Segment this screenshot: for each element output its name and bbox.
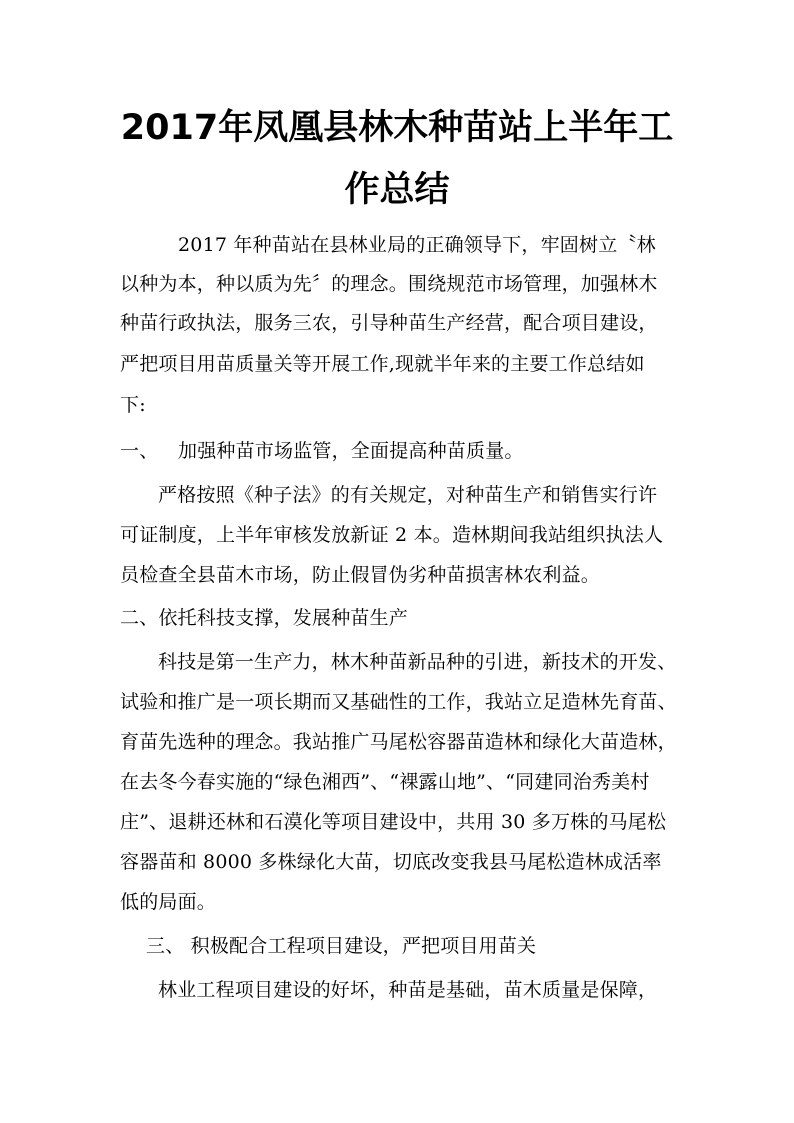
section-1-heading xyxy=(120,438,524,464)
section-2-line-7: 低的局面。 xyxy=(120,891,217,913)
section-1-line-3: 员检查全县苗木市场，防止假冒伪劣种苗损害林农利益。 xyxy=(120,564,601,586)
intro-line-1: 2017 年种苗站在县林业局的正确领导下，牢固树立〝林 xyxy=(178,234,656,256)
section-2-line-6: 容器苗和 8000 多株绿化大苗，切底改变我县马尾松造林成活率 xyxy=(120,851,662,873)
section-2-line-3: 育苗先选种的理念。我站推广马尾松容器苗造林和绿化大苗造林， xyxy=(120,731,677,753)
section-2-line-4: 在去冬今春实施的“绿色湘西”、“裸露山地”、“同建同治秀美村 xyxy=(120,771,650,793)
section-3-line-1: 林业工程项目建设的好坏，种苗是基础，苗木质量是保障， xyxy=(158,979,658,1001)
intro-line-2: 以种为本，种以质为先〞的理念。围绕规范市场管理，加强林木 xyxy=(120,273,658,295)
section-1-heading-text: 加强种苗市场监管，全面提高种苗质量。 xyxy=(178,440,524,462)
section-3-heading: 三、 积极配合工程项目建设，严把项目用苗关 xyxy=(146,935,537,957)
section-2-line-5: 庄”、退耕还林和石漠化等项目建设中，共用 30 多万株的马尾松 xyxy=(120,811,667,833)
intro-line-4: 严把项目用苗质量关等开展工作,现就半年来的主要工作总结如 xyxy=(120,353,645,375)
section-1-number: 一、 xyxy=(120,440,159,462)
section-1-line-2: 可证制度，上半年审核发放新证 2 本。造林期间我站组织执法人 xyxy=(120,524,664,546)
section-2-heading: 二、依托科技支撑，发展种苗生产 xyxy=(120,607,409,629)
document-title-line-2: 作总结 xyxy=(344,170,450,210)
intro-line-5: 下: xyxy=(120,394,146,416)
document-title-line-1: 2017年凤凰县林木种苗站上半年工 xyxy=(120,108,674,148)
section-2-line-2: 试验和推广是一项长期而又基础性的工作，我站立足造林先育苗、 xyxy=(120,691,677,713)
section-2-line-1: 科技是第一生产力，林木种苗新品种的引进，新技术的开发、 xyxy=(158,651,677,673)
section-1-line-1: 严格按照《种子法》的有关规定，对种苗生产和销售实行许 xyxy=(158,484,658,506)
intro-line-3: 种苗行政执法，服务三农，引导种苗生产经营，配合项目建设， xyxy=(120,312,658,334)
